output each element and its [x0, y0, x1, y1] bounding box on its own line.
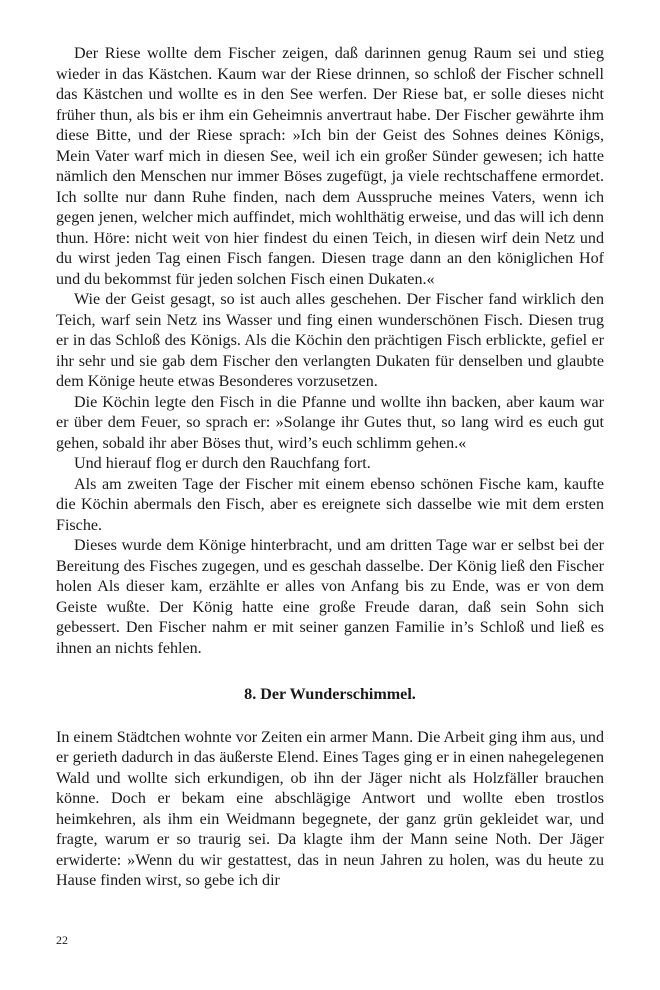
paragraph-fisher-pond: Wie der Geist gesagt, so ist auch alles geschehen. Der Fischer fand wirklich den Teich, warf sein Netz ins Wasser und fing einen wunderschönen Fisch. Diesen trug er in das Schloß des Königs. Als die Köchin den prächtigen Fisch erblickte, gefiel er ihr sehr und sie gab dem Fischer den verlangten Dukaten für denselben und glaubte dem Könige heute etwas Besonderes vorzusetzen.	[56, 291, 604, 390]
section-heading: 8. Der Wunderschimmel.	[244, 686, 416, 703]
paragraph-giant-secret: Der Riese wollte dem Fischer zeigen, daß darinnen genug Raum sei und stieg wieder in das Kästchen. Kaum war der Riese drinnen, so schloß der Fischer schnell das Kästchen und wollte es in den See werfen. Der Riese bat, er solle dieses nicht früher thun, als bis er ihm ein Geheimnis anvertraut habe. Der Fischer gewährte ihm diese Bitte, und der Riese sprach: »Ich bin der Geist des Sohnes deines Königs, Mein Vater warf mich in diesen See, weil ich ein großer Sünder gewesen; ich hatte nämlich den Menschen nur immer Böses zugefügt, ja viele rechtschaffene ermordet. Ich sollte nur dann Ruhe finden, nach dem Ausspruche meines Vaters, wenn ich gegen jenen, welcher mich auffindet, mich wohlthätig erweise, und das will ich denn thun. Höre: nicht weit von hier findest du einen Teich, in diesen wirf dein Netz und du wirst jeden Tag einen Fisch fangen. Diesen trage dann an den königlichen Hof und du bekommst für jeden solchen Fisch einen Dukaten.«	[56, 45, 604, 288]
paragraph-third-day: Dieses wurde dem Könige hinterbracht, und am dritten Tage war er selbst bei der Bereitung des Fisches zugegen, und es geschah dasselbe. Der König ließ den Fischer holen Als dieser kam, erzählte er alles von Anfang bis zu Ende, was er von dem Geiste wußte. Der König hatte eine große Freude daran, daß sein Sohn sich gebessert. Den Fischer nahm er mit seiner ganzen Familie in’s Schloß und ließ es ihnen an nichts fehlen.	[56, 537, 604, 657]
paragraph-second-day: Als am zweiten Tage der Fischer mit einem ebenso schönen Fische kam, kaufte die Köchin abermals den Fisch, aber es ereignete sich dasselbe wie mit dem ersten Fische.	[56, 475, 604, 534]
paragraph-wunderschimmel-start: In einem Städtchen wohnte vor Zeiten ein armer Mann. Die Arbeit ging ihm aus, und er gerieth dadurch in das äußerste Elend. Eines Tages ging er in einen nahegelegenen Wald und wollte sich erkundigen, ob ihn der Jäger nicht als Holzfäller brauchen könne. Doch er bekam eine abschlägige Antwort und wollte eben trostlos heimkehren, als ihm ein Weidmann begegnete, der ganz grün gekleidet war, und fragte, warum er so traurig sei. Da klagte ihm der Mann seine Noth. Der Jäger erwiderte: »Wenn du wir gestattest, das in neun Jahren zu holen, was du heute zu Hause finden wirst, so gebe ich dir	[56, 728, 604, 889]
paragraph-chimney: Und hierauf flog er durch den Rauchfang fort.	[74, 455, 371, 472]
page-number: 22	[56, 933, 68, 947]
paragraph-cook-fish: Die Köchin legte den Fisch in die Pfanne und wollte ihn backen, aber kaum war er über dem Feuer, so sprach er: »Solange ihr Gutes thut, so lang wird es euch gut gehen, sobald ihr aber Böses thut, wird’s euch schlimm gehen.«	[56, 393, 604, 452]
page-body	[56, 44, 604, 892]
